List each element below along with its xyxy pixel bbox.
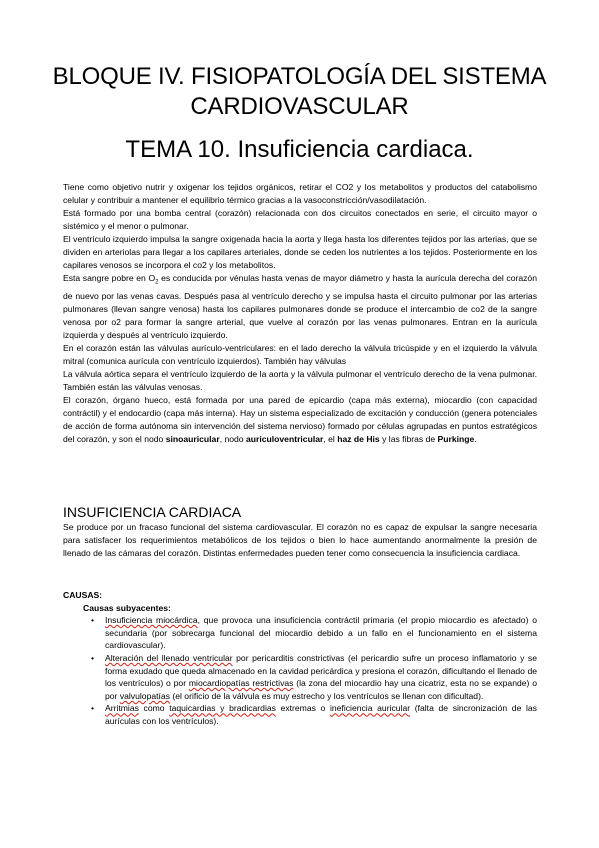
section-heading: INSUFICIENCIA CARDIACA <box>63 504 242 520</box>
bullet-icon: • <box>91 615 95 626</box>
intro-text <box>63 181 537 446</box>
intro-paragraph: El ventrículo izquierdo impulsa la sangre oxigenada hacia la aorta y llega hasta los diferentes tejidos por las arterias, que se dividen en arteriolas para llegar a los capilares arteriales, donde se ceden los nutrientes a los tejidos. Posteriormente en los capilares venosos se incorpora el co2 y los metabolitos. <box>63 234 537 270</box>
causes-label: CAUSAS: <box>63 590 103 600</box>
bullet-icon: • <box>91 652 95 663</box>
intro-paragraph: Tiene como objetivo nutrir y oxigenar los tejidos orgánicos, retirar el CO2 y los metabolitos y productos del catabolismo celular y contribuir a mantener el equilibrio térmico gracias a la vasoconstricción/vasodilatación. <box>63 182 537 205</box>
section-text <box>63 521 537 560</box>
intro-paragraph: El corazón, órgano hueco, está formada por una pared de epicardio (capa más externa), miocardio (con capacidad contráctil) y el endocardio (capa más interna). Hay un sistema especializado de excitación y conducción (genera potenciales de acción de forma autónoma sin intervención del sistema nervioso) formado por células agrupadas en puntos estratégicos del corazón, y son el nodo sinoauricular, nodo auriculoventricular, el haz de His y las fibras de Purkinge. <box>63 394 537 444</box>
list-item: • Alteración del llenado ventricular por pericarditis constrictivas (el pericardio sufre un proceso inflamatorio y se forma exudado que queda almacenado en la cavidad pericárdica y presiona el corazón, dificultando el llenado de los ventrículos) o por miocardiopatías restrictivas (la zona del miocardio hay una cicatriz, esta no se expande) o por valvulopatías (el orificio de la válvula es muy estrecho y los ventrículos se llenan con dificultad). <box>91 652 538 701</box>
section-paragraph: Se produce por un fracaso funcional del sistema cardiovascular. El corazón no es capaz de expulsar la sangre necesaria para satisfacer los requerimientos metabólicos de los tejidos o bien lo hace aumentando anormalmente la presión de llenado de las cámaras del corazón. Distintas enfermedades pueden tener como consecuencia la insuficiencia cardiaca. <box>63 522 537 558</box>
document-subtitle: TEMA 10. Insuficiencia cardiaca. <box>125 136 474 163</box>
intro-paragraph: Está formado por una bomba central (corazón) relacionada con dos circuitos conectados en serie, el circuito mayor o sistémico y el menor o pulmonar. <box>63 208 537 231</box>
list-item: • Insuficiencia miocárdica, que provoca una insuficiencia contráctil primaria (el propio miocardio es afectado) o secundaria (por sobrecarga funcional del miocardio debido a un fallo en el funcionamiento en el sistema cardiovascular). <box>91 615 537 651</box>
document-title-line1: BLOQUE IV. FISIOPATOLOGÍA DEL SISTEMA <box>52 63 547 90</box>
bullet-icon: • <box>91 703 95 714</box>
intro-paragraph: Esta sangre pobre en $O_2$ es conducida por vénulas hasta venas de mayor diámetro y hasta la aurícula derecha del corazón de nuevo por las venas cavas. Después pasa al ventrículo derecho y se impulsa hasta el circuito pulmonar por las arterias pulmonares (llevan sangre venosa) hasta los capilares pulmonares donde se produce el intercambio de co2 de la sangre venosa por o2 para formar la sangre arterial, que vuelve al corazón por las venas pulmonares. Entran en la aurícula izquierda y después al ventrículo izquierdo. <box>63 273 537 340</box>
list-item: • Arritmias como taquicardias y bradicardias extremas o ineficiencia auricular (falta de sincronización de las aurículas con los ventrículos). <box>91 703 537 726</box>
intro-paragraph: La válvula aórtica separa el ventrículo izquierdo de la aorta y la válvula pulmonar el ventrículo derecho de la vena pulmonar. También están las válvulas venosas. <box>63 368 537 392</box>
causes-section <box>63 589 537 728</box>
causes-list <box>63 614 537 727</box>
causes-sublabel: Causas subyacentes: <box>83 602 171 613</box>
document-title-line2: CARDIOVASCULAR <box>190 93 409 120</box>
intro-paragraph: En el corazón están las válvulas aurículo-ventriculares: en el lado derecho la válvula tricúspide y en el izquierdo la válvula mitral (comunica aurícula con ventrículo izquierdos). También hay válvulas <box>63 342 537 366</box>
